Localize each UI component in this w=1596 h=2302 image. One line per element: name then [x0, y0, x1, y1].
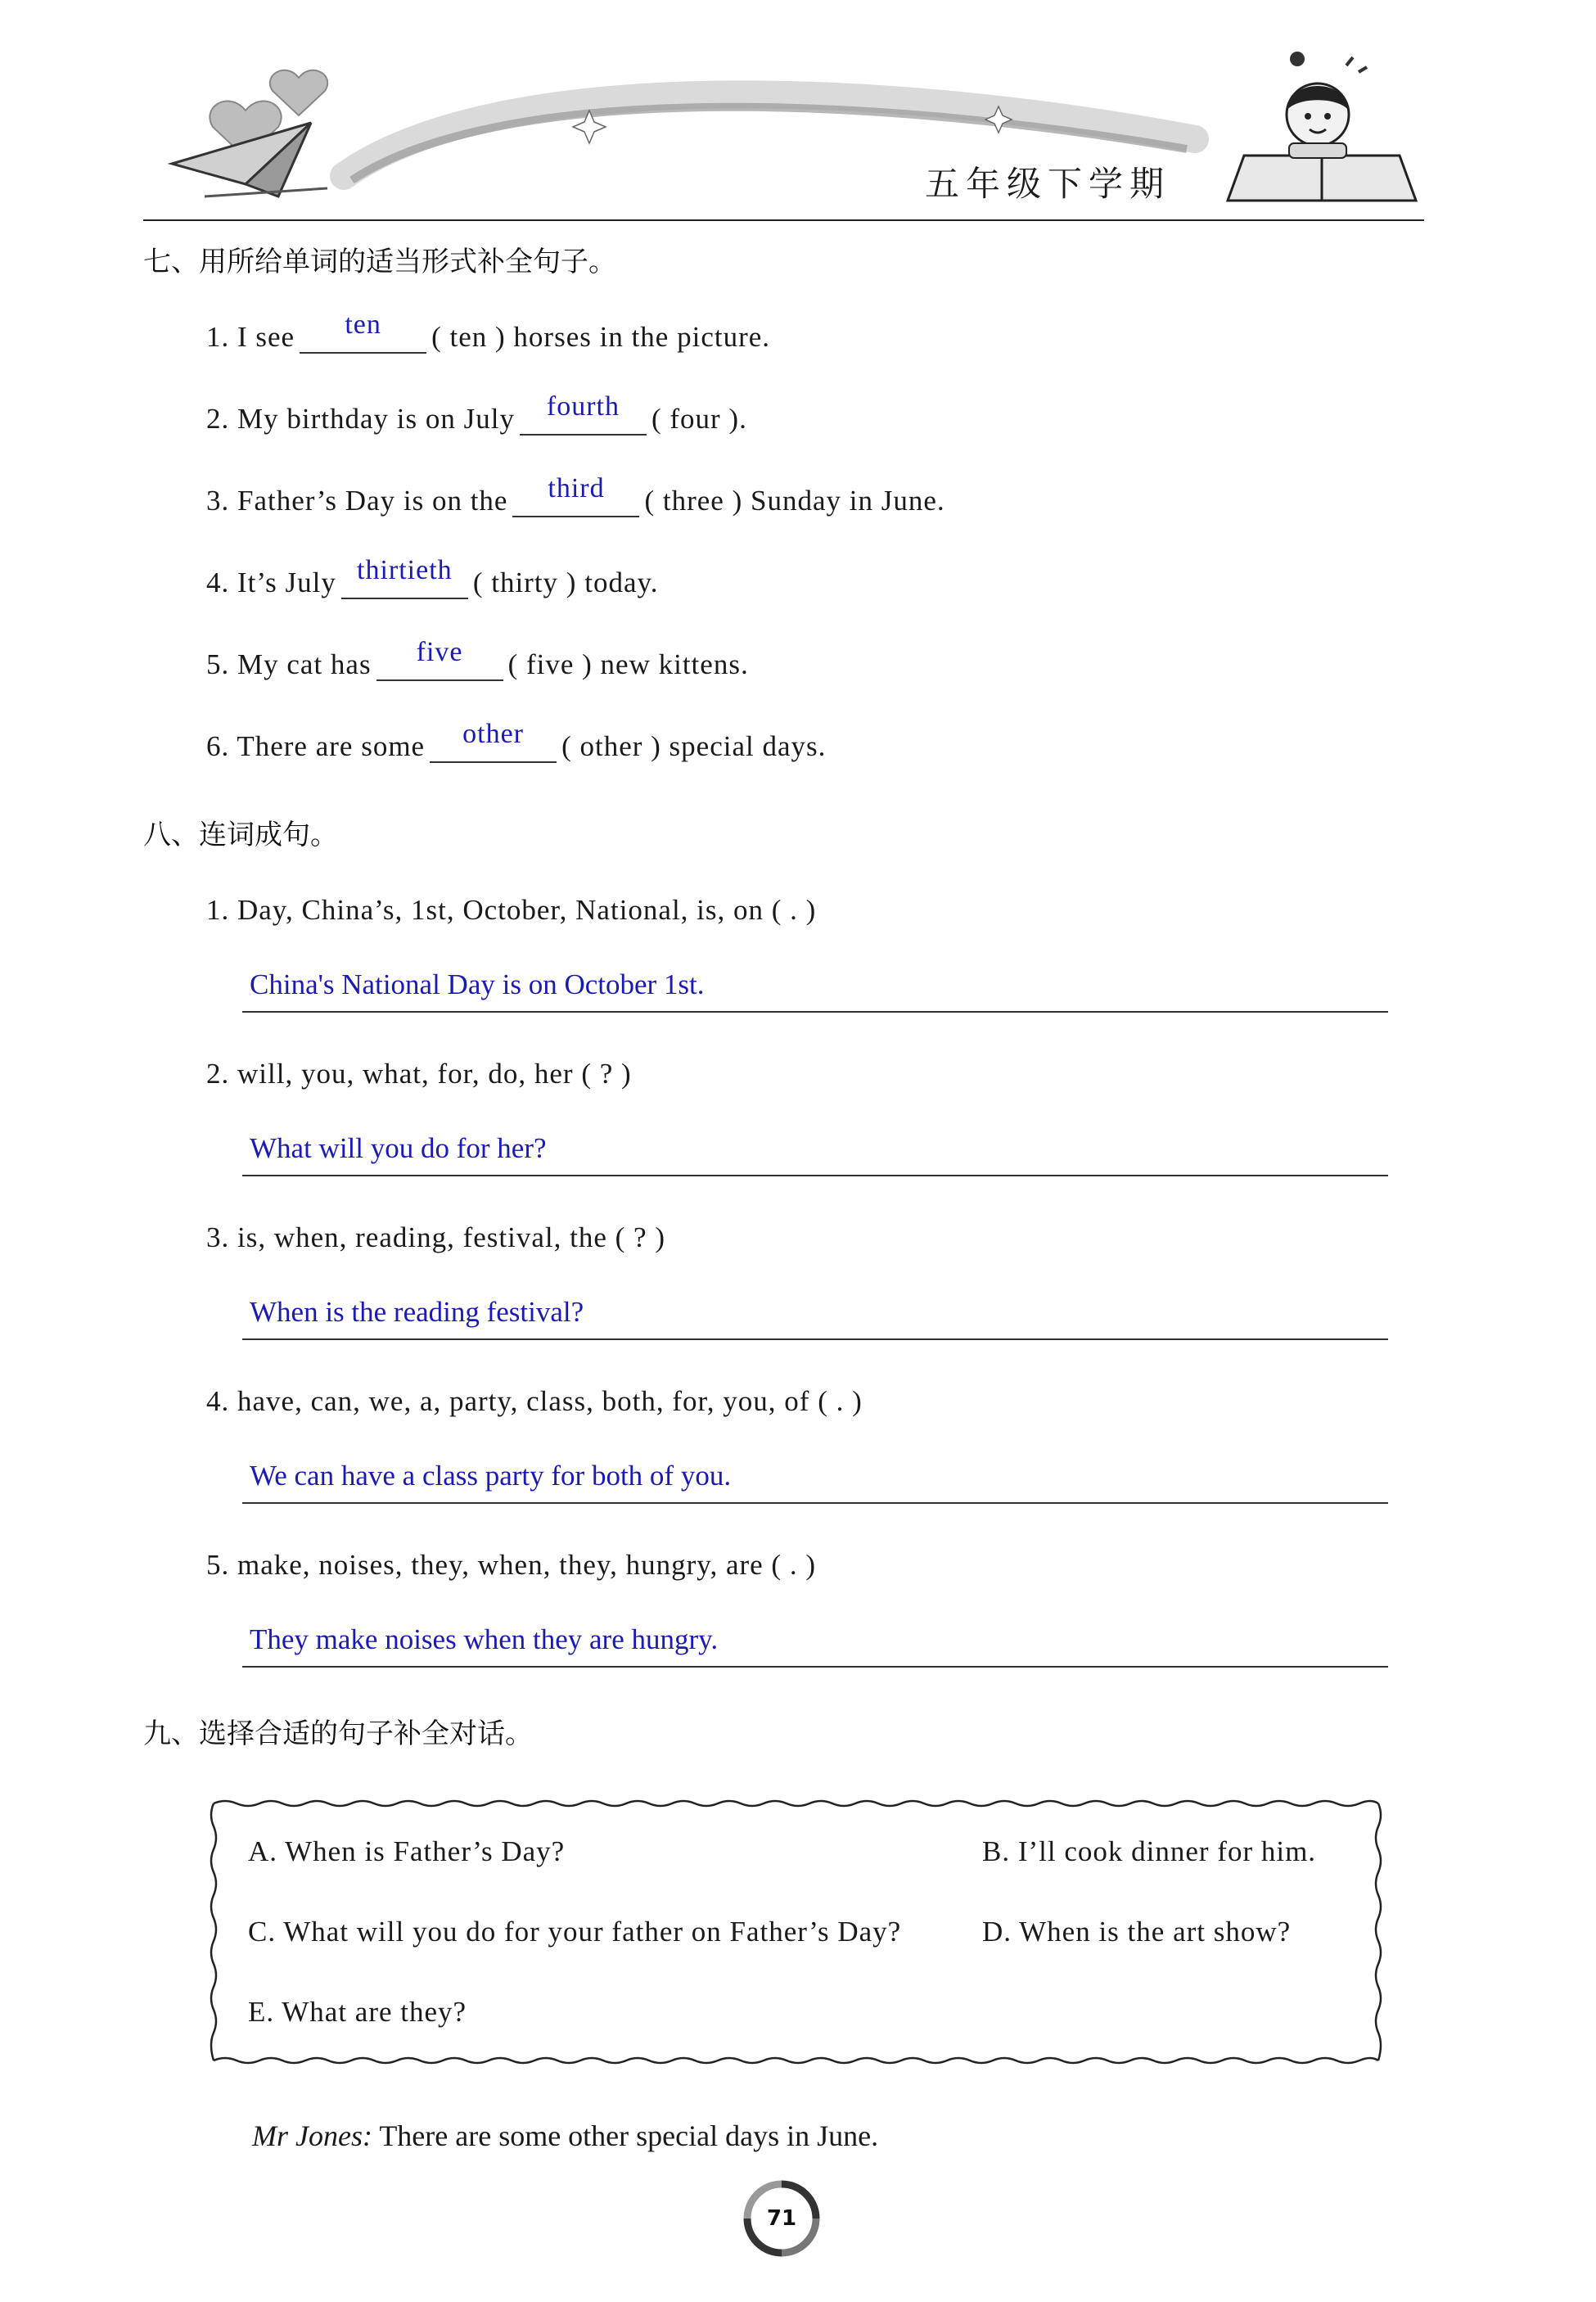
word-order-answer-5[interactable]: They make noises when they are hungry.	[250, 1623, 719, 1655]
word-order-answer-3[interactable]: When is the reading festival?	[250, 1296, 584, 1328]
answer-blank[interactable]: other	[430, 733, 557, 763]
fill-item-2: 2. My birthday is on July fourth ( four ).	[206, 391, 747, 435]
section-8-title: 八、连词成句。	[143, 819, 338, 851]
header-rule	[143, 219, 1424, 221]
answer-blank[interactable]: third	[512, 488, 639, 517]
answer-line	[242, 1338, 1388, 1340]
dialog-text: There are some other special days in June.	[379, 2119, 879, 2152]
word-order-prompt-3: 3. is, when, reading, festival, the ( ? )	[206, 1221, 665, 1253]
girl-reading-icon	[1228, 52, 1416, 201]
option-a: A. When is Father’s Day?	[248, 1835, 566, 1867]
answer-blank[interactable]: ten	[300, 324, 426, 354]
option-b: B. I’ll cook dinner for him.	[982, 1835, 1317, 1867]
page-number: 71	[766, 2206, 797, 2231]
answer-line	[242, 1011, 1388, 1013]
speaker-label: Mr Jones:	[252, 2119, 372, 2152]
dialog-line-1	[252, 2119, 878, 2153]
word-order-answer-4[interactable]: We can have a class party for both of you.	[250, 1460, 732, 1492]
option-e: E. What are they?	[248, 1996, 467, 2028]
fill-item-1: 1. I see ten ( ten ) horses in the picture.	[206, 309, 771, 353]
option-d: D. When is the art show?	[982, 1916, 1292, 1948]
header-illustration	[156, 33, 1432, 221]
fill-item-4: 4. It’s July thirtieth ( thirty ) today.	[206, 555, 659, 598]
section-7-title: 七、用所给单词的适当形式补全句子。	[143, 246, 616, 278]
word-order-prompt-2: 2. will, you, what, for, do, her ( ? )	[206, 1058, 632, 1090]
word-order-prompt-1: 1. Day, China’s, 1st, October, National, is, on ( . )	[206, 894, 817, 926]
section-9-title: 九、选择合适的句子补全对话。	[143, 1717, 533, 1750]
answer-line	[242, 1175, 1388, 1176]
word-order-answer-2[interactable]: What will you do for her?	[250, 1132, 547, 1164]
grade-label: 五年级下学期	[925, 164, 1171, 204]
word-order-prompt-4: 4. have, can, we, a, party, class, both, for, you, of ( . )	[206, 1385, 863, 1417]
fill-item-3: 3. Father’s Day is on the third ( three ) Sunday in June.	[206, 473, 945, 517]
option-c: C. What will you do for your father on Father’s Day?	[248, 1916, 902, 1948]
answer-blank[interactable]: thirtieth	[341, 570, 468, 599]
answer-line	[242, 1502, 1388, 1504]
word-order-prompt-5: 5. make, noises, they, when, they, hungry, are ( . )	[206, 1549, 816, 1581]
answer-line	[242, 1666, 1388, 1668]
answer-blank[interactable]: fourth	[520, 406, 647, 436]
fill-item-6: 6. There are some other ( other ) special days.	[206, 719, 827, 762]
word-order-answer-1[interactable]: China's National Day is on October 1st.	[250, 968, 705, 1000]
answer-blank[interactable]: five	[376, 652, 503, 681]
fill-item-5: 5. My cat has five ( five ) new kittens.	[206, 637, 749, 680]
page-number-badge	[741, 2178, 823, 2259]
